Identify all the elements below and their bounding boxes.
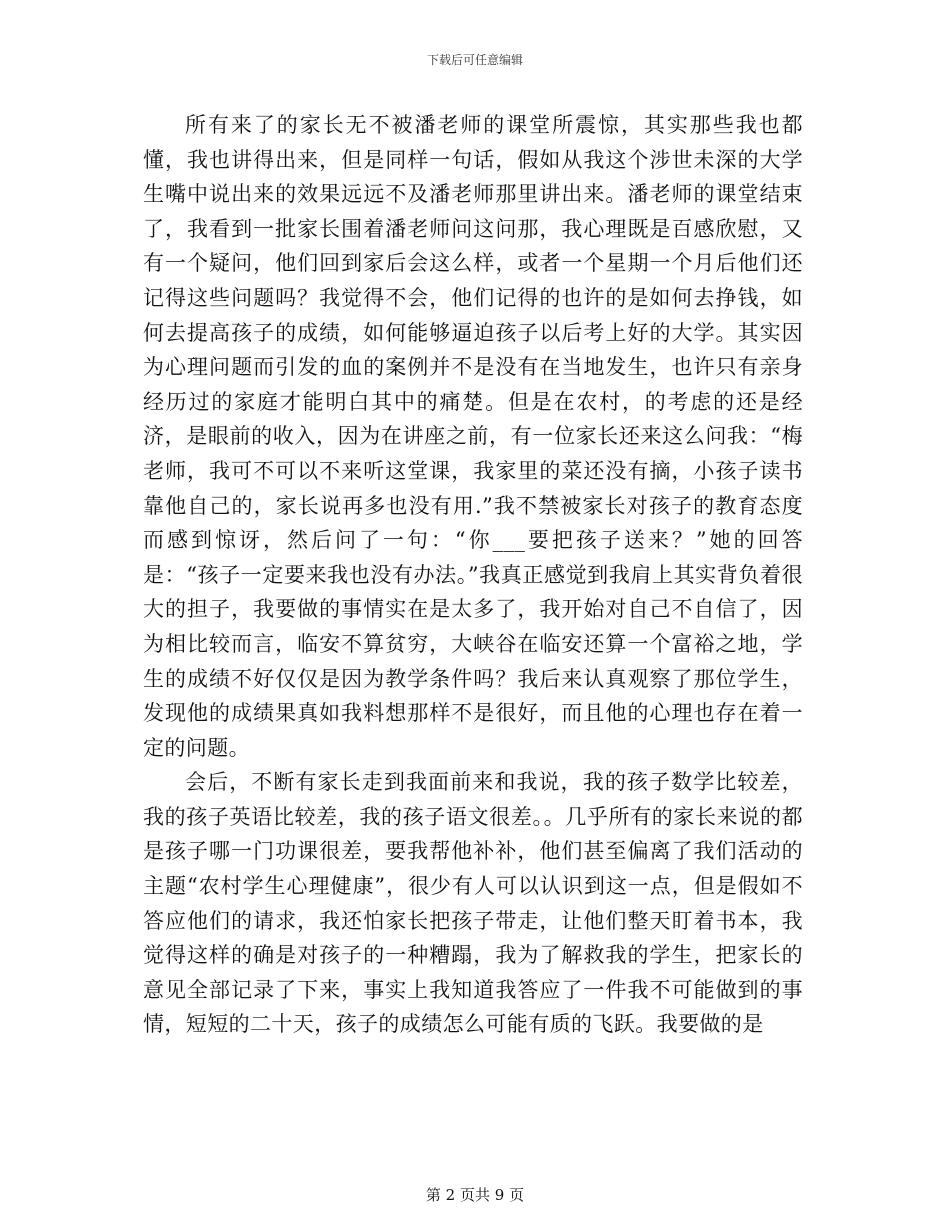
page-footer: 第 2 页共 9 页 <box>425 1186 525 1204</box>
page-header: 下载后可任意编辑 <box>426 53 523 67</box>
paragraph-2: 会后，不断有家长走到我面前来和我说，我的孩子数学比较差，我的孩子英语比较差，我的孩子语文很差。。几乎所有的家长来说的都是孩子哪一门功课很差，要我帮他补补，他们甚至偏离了我们活动的主题“农村学生心理健康”，很少有人可以认识到这一点，但是假如不答应他们的请求，我还怕家长把孩子带走，让他们整天盯着书本，我觉得这样的确是对孩子的一种糟蹋，我为了解救我的学生，把家长的意见全部记录了下来，事实上我知道我答应了一件我不可能做到的事情，短短的二十天，孩子的成绩怎么可能有质的飞跃。我要做的是 <box>143 770 803 1037</box>
body-text <box>143 108 803 1042</box>
paragraph-1: 所有来了的家长无不被潘老师的课堂所震惊，其实那些我也都懂，我也讲得出来，但是同样一句话，假如从我这个涉世未深的大学生嘴中说出来的效果远远不及潘老师那里讲出来。潘老师的课堂结束了，我看到一批家长围着潘老师问这问那，我心理既是百感欣慰，又有一个疑问，他们回到家后会这么样，或者一个星期一个月后他们还记得这些问题吗？我觉得不会，他们记得的也许的是如何去挣钱，如何去提高孩子的成绩，如何能够逼迫孩子以后考上好的大学。其实因为心理问题而引发的血的案例并不是没有在当地发生，也许只有亲身经历过的家庭才能明白其中的痛楚。但是在农村，的考虑的还是经济，是眼前的收入，因为在讲座之前，有一位家长还来这么问我：“梅老师，我可不可以不来听这堂课，我家里的菜还没有摘，小孩子读书靠他自己的，家长说再多也没有用.”我不禁被家长对孩子的教育态度而感到惊讶，然后问了一句：“你___要把孩子送来？”她的回答是：“孩子一定要来我也没有办法。”我真正感觉到我肩上其实背负着很大的担子，我要做的事情实在是太多了，我开始对自己不自信了，因为相比较而言，临安不算贫穷，大峡谷在临安还算一个富裕之地，学生的成绩不好仅仅是因为教学条件吗？我后来认真观察了那位学生，发现他的成绩果真如我料想那样不是很好，而且他的心理也存在着一定的问题。 <box>143 113 803 760</box>
